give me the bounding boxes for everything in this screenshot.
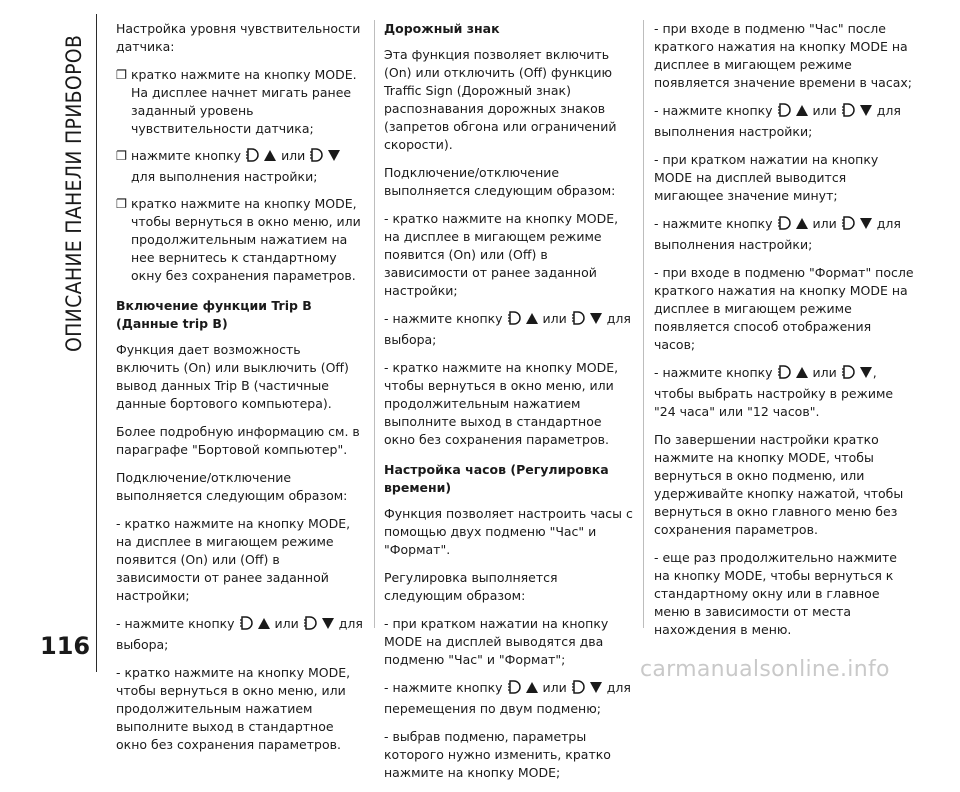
paragraph: - еще раз продолжительно нажмите на кнопку MODE, чтобы вернуться к стандартному окну или в главное меню в зависимости от места нахождения в меню.	[654, 550, 897, 637]
column-divider	[374, 20, 375, 628]
text-post: выбора;	[116, 637, 169, 652]
text-post: выполнения настройки;	[654, 124, 813, 139]
text-pre: - нажмите кнопку	[384, 311, 503, 326]
bullet-marker: ❐	[116, 67, 128, 82]
or-text: или	[281, 148, 306, 163]
down-button-icon	[842, 364, 872, 385]
down-button-icon	[842, 215, 872, 236]
paragraph: По завершении настройки кратко нажмите на кнопку MODE, чтобы вернуться в окно подменю, или удерживайте кнопку нажатой, чтобы вернуться в окно главного меню без сохранения параметров.	[654, 432, 904, 537]
text-post: выбора;	[384, 332, 437, 347]
bullet-text-pre: нажмите кнопку	[131, 148, 242, 163]
text-pre: - нажмите кнопку	[654, 365, 773, 380]
column-2	[384, 20, 634, 792]
text-post: выполнения настройки;	[654, 237, 813, 252]
paragraph: Функция дает возможность включить (On) или выключить (Off) вывод данных Trip B (частичные данные бортового компьютера).	[116, 342, 349, 411]
section-title: ОПИСАНИЕ ПАНЕЛИ ПРИБОРОВ	[62, 34, 86, 352]
down-button-icon	[310, 147, 340, 168]
column-3	[654, 20, 914, 649]
up-button-icon	[778, 215, 808, 236]
column-divider	[643, 20, 644, 628]
or-text: или	[812, 365, 837, 380]
paragraph: Функция позволяет настроить часы с помощью двух подменю "Час" и "Формат".	[384, 506, 633, 557]
watermark: carmanualsonline.info	[640, 657, 890, 682]
paragraph: Подключение/отключение выполняется следующим образом:	[384, 165, 616, 198]
down-button-icon	[304, 615, 334, 636]
side-divider	[96, 14, 97, 672]
text-pre: - нажмите кнопку	[384, 680, 503, 695]
for-text: для	[131, 169, 156, 184]
paragraph: - выбрав подменю, параметры которого нужно изменить, кратко нажмите на кнопку MODE;	[384, 729, 611, 780]
bullet-item	[116, 147, 366, 186]
paragraph	[654, 102, 914, 141]
text-pre: - нажмите кнопку	[654, 103, 773, 118]
for-text: для	[876, 103, 901, 118]
text-post: перемещения по двум подменю;	[384, 701, 601, 716]
down-button-icon	[572, 310, 602, 331]
paragraph: - при входе в подменю "Формат" после краткого нажатия на кнопку MODE на дисплее в мигающем режиме появляется способ отображения часов;	[654, 265, 914, 352]
bullet-text-post: выполнения настройки;	[159, 169, 318, 184]
bullet-text: кратко нажмите на кнопку MODE, чтобы вернуться в окно меню, или продолжительным нажатием на нее вернитесь к стандартному окну без сохранения параметров.	[131, 196, 361, 283]
paragraph: - при кратком нажатии на кнопку MODE на дисплей выводится мигающее значение минут;	[654, 152, 879, 203]
paragraph: Более подробную информацию см. в параграфе "Бортовой компьютер".	[116, 424, 360, 457]
paragraph: Регулировка выполняется следующим образом:	[384, 570, 558, 603]
up-button-icon	[240, 615, 270, 636]
paragraph: - при входе в подменю "Час" после краткого нажатия на кнопку MODE на дисплее в мигающем режиме появляется значение времени в часах;	[654, 21, 912, 90]
bullet-marker: ❐	[116, 148, 128, 163]
bullet-item	[116, 195, 366, 285]
up-button-icon	[246, 147, 276, 168]
for-text: для	[338, 616, 363, 631]
paragraph	[384, 310, 634, 349]
section-heading: Включение функции Trip B (Данные trip B)	[116, 298, 312, 331]
bullet-marker: ❐	[116, 196, 128, 211]
paragraph	[116, 615, 366, 654]
up-button-icon	[508, 679, 538, 700]
up-button-icon	[508, 310, 538, 331]
paragraph: Подключение/отключение выполняется следующим образом:	[116, 470, 348, 503]
bullet-text: кратко нажмите на кнопку MODE. На дисплее начнет мигать ранее заданный уровень чувствительности датчика;	[131, 67, 357, 136]
paragraph: Эта функция позволяет включить (On) или отключить (Off) функцию Traffic Sign (Дорожный знак) распознавания дорожных знаков (запретов обгона или ограничений скорости).	[384, 47, 617, 152]
for-text: для	[606, 680, 631, 695]
section-heading: Настройка часов (Регулировка времени)	[384, 462, 609, 495]
page-number: 116	[40, 632, 91, 660]
for-text: для	[606, 311, 631, 326]
column-1	[116, 20, 366, 764]
bullet-item	[116, 66, 366, 138]
or-text: или	[812, 103, 837, 118]
up-button-icon	[778, 102, 808, 123]
or-text: или	[812, 216, 837, 231]
paragraph: Настройка уровня чувствительности датчика:	[116, 21, 361, 54]
or-text: или	[274, 616, 299, 631]
or-text: или	[542, 680, 567, 695]
down-button-icon	[572, 679, 602, 700]
for-text: для	[876, 216, 901, 231]
text-pre: - нажмите кнопку	[654, 216, 773, 231]
paragraph: - кратко нажмите на кнопку MODE, на дисплее в мигающем режиме появится (On) или (Off) в зависимости от ранее заданной настройки;	[384, 211, 619, 298]
up-button-icon	[778, 364, 808, 385]
paragraph: - кратко нажмите на кнопку MODE, чтобы вернуться в окно меню, или продолжительным нажатием выполните выход в стандартное окно без сохранения параметров.	[116, 665, 351, 752]
paragraph: - при кратком нажатии на кнопку MODE на дисплей выводятся два подменю "Час" и "Формат";	[384, 616, 609, 667]
paragraph	[384, 679, 634, 718]
paragraph: - кратко нажмите на кнопку MODE, чтобы вернуться в окно меню, или продолжительным нажатием выполните выход в стандартное окно без сохранения параметров.	[384, 360, 619, 447]
text-post: , чтобы выбрать настройку в режиме "24 часа" или "12 часов".	[654, 365, 894, 419]
down-button-icon	[842, 102, 872, 123]
paragraph: - кратко нажмите на кнопку MODE, на дисплее в мигающем режиме появится (On) или (Off) в зависимости от ранее заданной настройки;	[116, 516, 351, 603]
paragraph	[654, 215, 914, 254]
paragraph	[654, 364, 914, 421]
section-heading: Дорожный знак	[384, 21, 500, 36]
text-pre: - нажмите кнопку	[116, 616, 235, 631]
or-text: или	[542, 311, 567, 326]
